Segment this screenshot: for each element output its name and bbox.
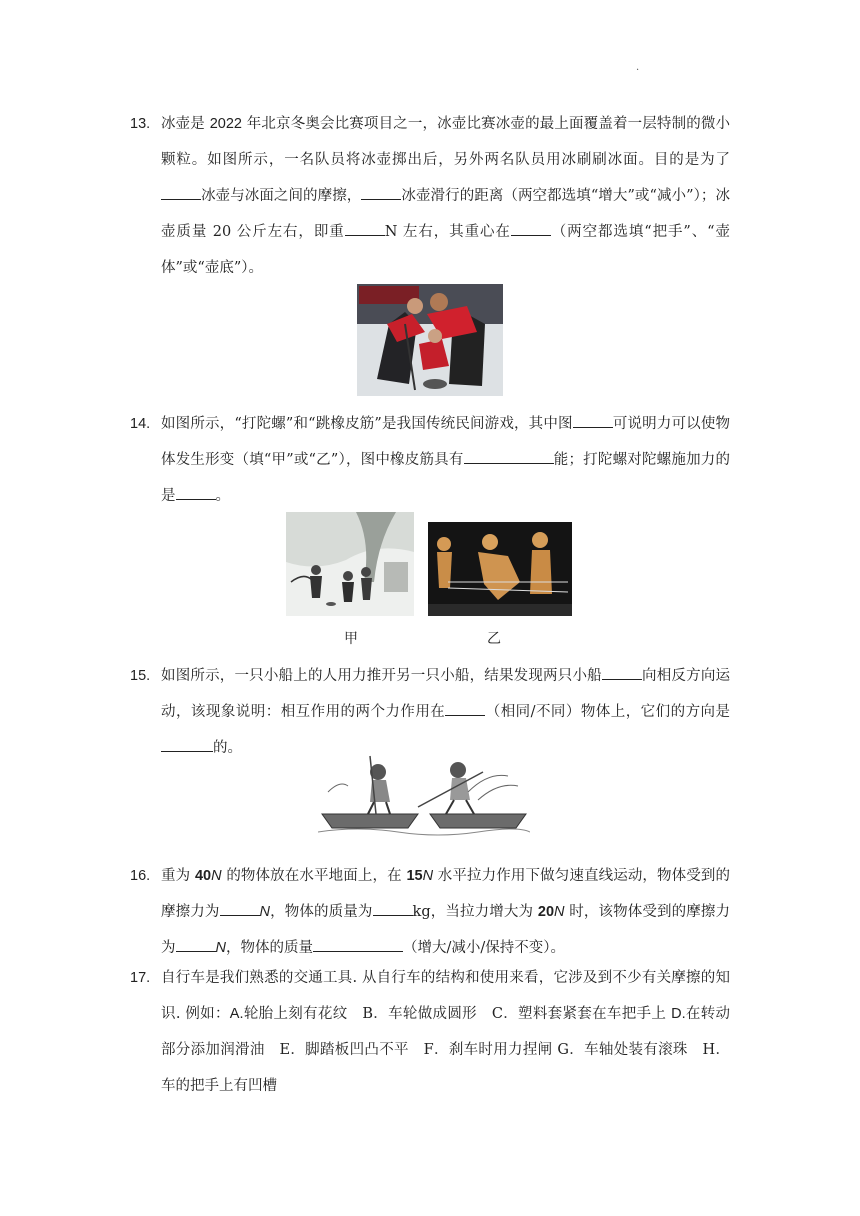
question-text: 冰壶是 2022 年北京冬奥会比赛项目之一，冰壶比赛冰壶的最上面覆盖着一层特制的微小颗粒。如图所示，一名队员将冰壶掷出后，另外两名队员用冰刷刷冰面。目的是为了冰壶与冰面之间的摩擦， 冰壶滑行的距离（两空都选填“增大”或“减小”）；冰壶质量 20 公斤左右，即重 N 左右，其重心在 （两空都选填“把手”、“壶体”或“壶底”）。 bbox=[161, 116, 731, 276]
answer-blank[interactable] bbox=[220, 901, 260, 916]
question-17 bbox=[130, 960, 730, 1104]
question-text: 如图所示，“打陀螺”和“跳橡皮筋”是我国传统民间游戏，其中图 可说明力可以使物体发生形变（填“甲”或“乙”），图中橡皮筋具有 能；打陀螺对陀螺施加力的是 。 bbox=[161, 406, 730, 514]
question-text: 如图所示，一只小船上的人用力推开另一只小船，结果发现两只小船 向相反方向运动，该现象说明：相互作用的两个力作用在 （相同/不同）物体上，它们的方向是的。 bbox=[161, 658, 730, 766]
answer-blank[interactable] bbox=[161, 737, 213, 752]
page-marker: . bbox=[636, 62, 640, 73]
answer-blank[interactable] bbox=[464, 449, 554, 464]
spinning-top-figure bbox=[286, 512, 414, 616]
question-number: 16. bbox=[130, 868, 151, 884]
question-number: 17. bbox=[130, 970, 151, 986]
answer-blank[interactable] bbox=[345, 221, 385, 236]
answer-blank[interactable] bbox=[602, 665, 642, 680]
question-16 bbox=[130, 858, 730, 966]
question-number: 14. bbox=[130, 416, 151, 432]
question-15 bbox=[130, 658, 730, 766]
figure-caption-jia: 甲 bbox=[344, 631, 358, 647]
boats-figure bbox=[318, 752, 530, 838]
answer-blank[interactable] bbox=[445, 701, 485, 716]
answer-blank[interactable] bbox=[313, 937, 403, 952]
jump-rope-figure bbox=[428, 522, 572, 616]
answer-blank[interactable] bbox=[176, 937, 216, 952]
answer-blank[interactable] bbox=[176, 485, 216, 500]
question-number: 13. bbox=[130, 116, 151, 132]
question-text: 自行车是我们熟悉的交通工具. 从自行车的结构和使用来看，它涉及到不少有关摩擦的知识. 例如：A.轮胎上刻有花纹 B．车轮做成圆形 C．塑料套紧套在车把手上 D.在转动部分添加润滑油 E．脚踏板凹凸不平 F．刹车时用力捏闸 G．车轴处装有滚珠 H．车的把手上有凹槽 bbox=[161, 970, 731, 1094]
question-number: 15. bbox=[130, 668, 151, 684]
answer-blank[interactable] bbox=[573, 413, 613, 428]
answer-blank[interactable] bbox=[161, 185, 201, 200]
question-14 bbox=[130, 406, 730, 514]
answer-blank[interactable] bbox=[361, 185, 401, 200]
question-13 bbox=[130, 106, 730, 286]
answer-blank[interactable] bbox=[373, 901, 413, 916]
figure-caption-yi: 乙 bbox=[487, 631, 501, 647]
question-text: 重为 40N 的物体放在水平地面上，在 15N 水平拉力作用下做匀速直线运动，物体受到的摩擦力为 N，物体的质量为 kg，当拉力增大为 20N 时，该物体受到的摩擦力为 N，物体的质量 （增大/减小/保持不变）。 bbox=[161, 868, 731, 956]
answer-blank[interactable] bbox=[511, 221, 551, 236]
curling-figure bbox=[357, 284, 503, 396]
